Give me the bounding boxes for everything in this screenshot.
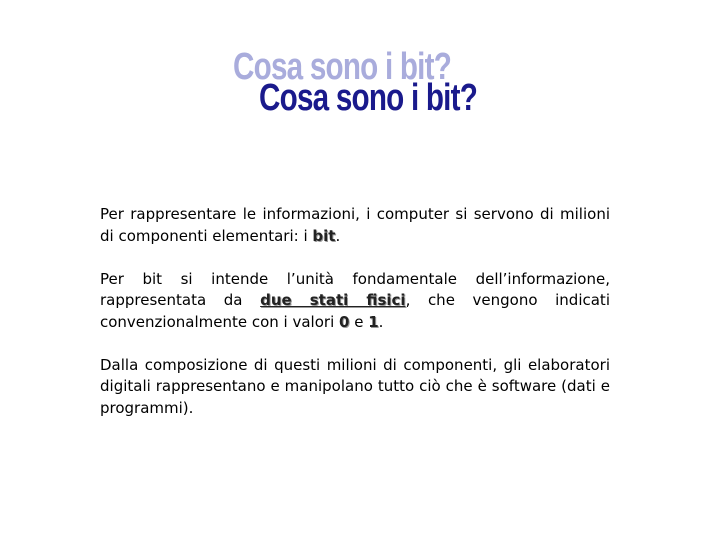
paragraph-2-text-d: . <box>378 312 384 331</box>
slide-title: Cosa sono i bit? <box>259 77 478 119</box>
value-one: 1 <box>368 312 379 331</box>
paragraph-1-text-a: Per rappresentare le informazioni, i computer si servono di milioni di componenti elementari: i <box>100 205 610 245</box>
paragraph-2 <box>100 269 610 334</box>
paragraph-2-text-a: Per bit si intende l’unità fondamentale dell’informazione, rappresentata da <box>100 269 610 309</box>
paragraph-2-text-c: e <box>349 312 369 331</box>
body-text <box>100 204 610 419</box>
paragraph-3: Dalla composizione di questi milioni di componenti, gli elaboratori digitali rappresentano e manipolano tutto ciò che è software (dati e programmi). <box>100 355 610 417</box>
paragraph-2-text-b: , che vengono indicati convenzionalmente con i valori <box>100 291 610 331</box>
due-stati-fisici-term: due stati fisici <box>260 291 406 309</box>
slide-title-shadow: Cosa sono i bit? <box>233 46 452 88</box>
value-zero: 0 <box>339 312 350 331</box>
paragraph-1-text-b: . <box>335 226 341 245</box>
bit-term: bit <box>312 226 336 245</box>
paragraph-1 <box>100 204 610 247</box>
